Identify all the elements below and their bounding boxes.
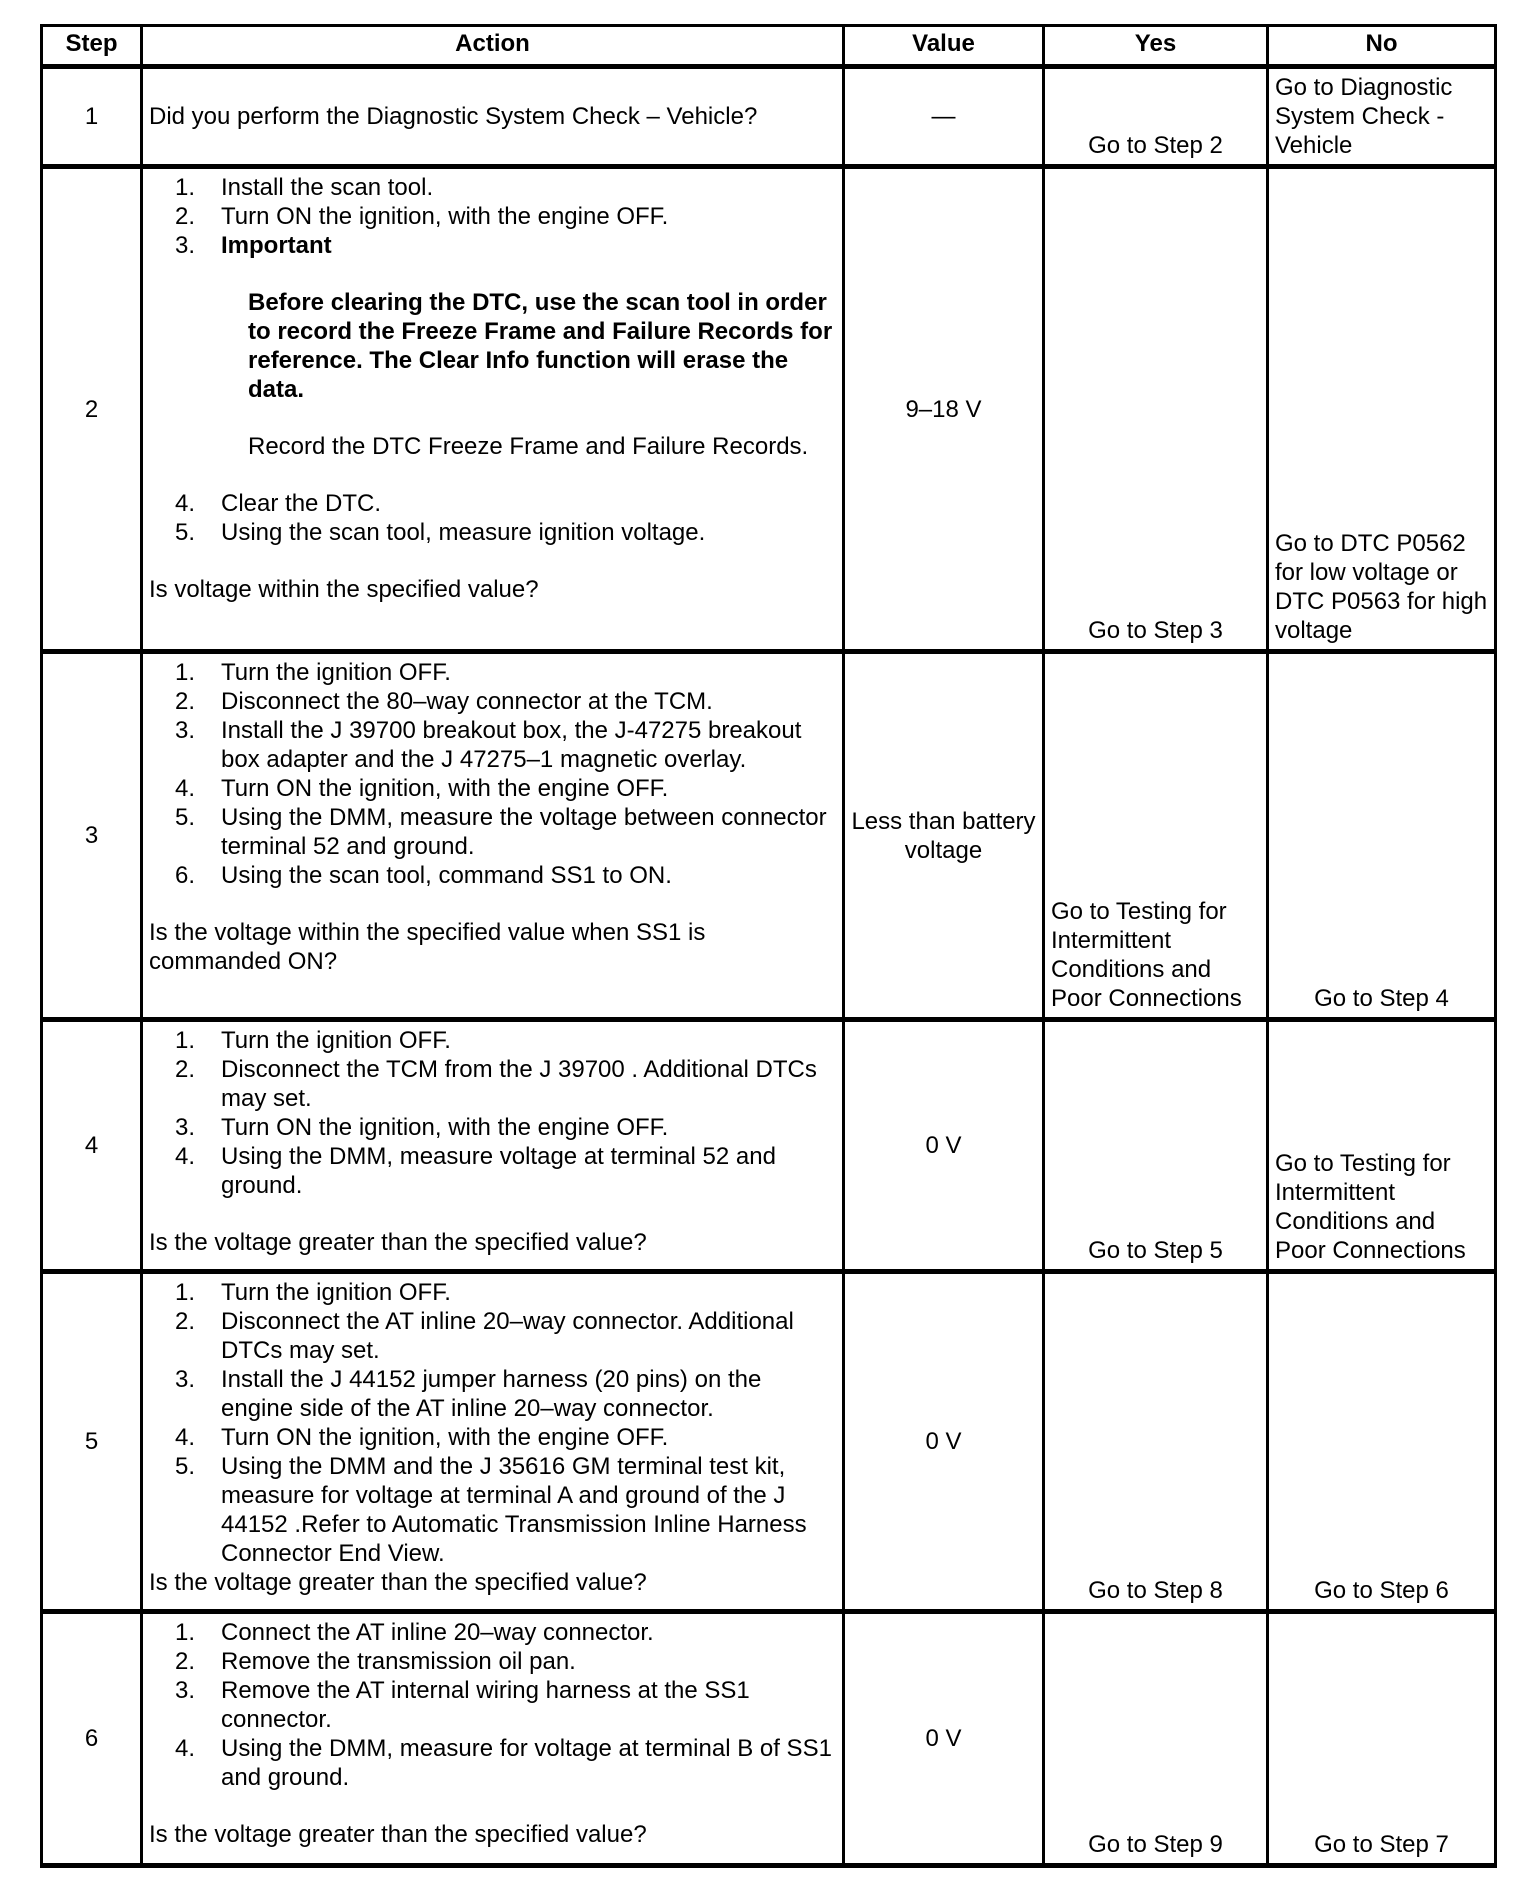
action-cell: [142, 67, 844, 167]
yes-cell: Go to Step 9: [1044, 1612, 1268, 1866]
action-question: Is the voltage greater than the specified value?: [149, 1229, 647, 1256]
list-item-text: Disconnect the TCM from the J 39700 . Additional DTCs may set.: [221, 1056, 817, 1112]
action-list: [149, 1026, 836, 1200]
list-item-text: Turn ON the ignition, with the engine OFF.: [221, 1424, 669, 1451]
action-cell: [142, 1272, 844, 1612]
list-item-number: 1.: [174, 174, 195, 201]
list-item-text: Turn ON the ignition, with the engine OFF.: [221, 1114, 669, 1141]
action-cell: [142, 652, 844, 1020]
step-number: 5: [42, 1272, 142, 1612]
action-cell: [142, 1612, 844, 1866]
list-item-text: Using the DMM, measure voltage at terminal 52 and ground.: [221, 1143, 776, 1199]
list-item-number: 3.: [174, 1114, 195, 1141]
header-value: Value: [844, 26, 1044, 67]
list-item: [149, 1618, 836, 1647]
step-number: 3: [42, 652, 142, 1020]
yes-cell: Go to Step 2: [1044, 67, 1268, 167]
table-row: [42, 67, 1496, 167]
list-item-text: Turn ON the ignition, with the engine OFF.: [221, 203, 669, 230]
value-cell: 9–18 V: [844, 167, 1044, 652]
diagnostic-table: [40, 24, 1497, 1868]
list-item-number: 2.: [174, 688, 195, 715]
action-list: [149, 658, 836, 890]
list-item-number: 4.: [174, 1735, 195, 1762]
list-item: [149, 489, 836, 518]
table-row: [42, 1020, 1496, 1272]
action-question: Is the voltage within the specified value when SS1 is commanded ON?: [149, 919, 706, 975]
yes-cell: Go to Step 5: [1044, 1020, 1268, 1272]
list-item: [149, 173, 836, 202]
action-list: [149, 173, 836, 260]
list-item: [149, 1676, 836, 1734]
list-item-number: 1.: [174, 1619, 195, 1646]
list-item-number: 4.: [174, 490, 195, 517]
list-item: [149, 1307, 836, 1365]
list-item-number: 4.: [174, 1143, 195, 1170]
list-item-number: 3.: [174, 1366, 195, 1393]
list-item-number: 2.: [174, 1308, 195, 1335]
list-item-text: Using the DMM and the J 35616 GM terminal test kit, measure for voltage at terminal A and ground of the J 44152 .Refer to Automatic Transmission Inline Harness Connector End View.: [221, 1453, 807, 1567]
list-item-text: Disconnect the 80–way connector at the TCM.: [221, 688, 713, 715]
no-cell: Go to DTC P0562 for low voltage or DTC P0563 for high voltage: [1268, 167, 1496, 652]
value-cell: 0 V: [844, 1612, 1044, 1866]
no-cell: Go to Step 7: [1268, 1612, 1496, 1866]
list-item: [149, 1026, 836, 1055]
header-no: No: [1268, 26, 1496, 67]
action-question: Is the voltage greater than the specified value?: [149, 1569, 647, 1596]
list-item-text: Remove the AT internal wiring harness at the SS1 connector.: [221, 1677, 750, 1733]
value-cell: —: [844, 67, 1044, 167]
list-item: [149, 658, 836, 687]
table-row: [42, 652, 1496, 1020]
value-cell: 0 V: [844, 1272, 1044, 1612]
list-item: [149, 231, 836, 260]
list-item: [149, 1365, 836, 1423]
list-item: [149, 1142, 836, 1200]
list-item-number: 5.: [174, 1453, 195, 1480]
list-item-number: 2.: [174, 203, 195, 230]
header-action: Action: [142, 26, 844, 67]
list-item: [149, 861, 836, 890]
list-item-text: Turn the ignition OFF.: [221, 1027, 451, 1054]
list-item-number: 4.: [174, 1424, 195, 1451]
header-yes: Yes: [1044, 26, 1268, 67]
list-item: [149, 1278, 836, 1307]
list-item-number: 6.: [174, 862, 195, 889]
list-item-text: Install the J 39700 breakout box, the J-47275 breakout box adapter and the J 47275–1 magnetic overlay.: [221, 717, 802, 773]
list-item: [149, 1734, 836, 1792]
step-number: 6: [42, 1612, 142, 1866]
action-list: [149, 1618, 836, 1792]
list-item: [149, 518, 836, 547]
list-item: [149, 1113, 836, 1142]
record-note: Record the DTC Freeze Frame and Failure Records.: [248, 433, 809, 460]
list-item-text: Install the scan tool.: [221, 174, 434, 201]
list-item-number: 1.: [174, 1279, 195, 1306]
list-item: [149, 716, 836, 774]
list-item-text: Using the scan tool, command SS1 to ON.: [221, 862, 672, 889]
list-item-number: 1.: [174, 1027, 195, 1054]
list-item-number: 3.: [174, 1677, 195, 1704]
list-item-number: 4.: [174, 775, 195, 802]
list-item-text: Turn ON the ignition, with the engine OFF.: [221, 775, 669, 802]
list-item-number: 3.: [174, 232, 195, 259]
no-cell: Go to Diagnostic System Check - Vehicle: [1268, 67, 1496, 167]
no-cell: Go to Step 6: [1268, 1272, 1496, 1612]
table-row: [42, 1612, 1496, 1866]
list-item: [149, 1423, 836, 1452]
list-item-number: 2.: [174, 1648, 195, 1675]
list-item-number: 5.: [174, 804, 195, 831]
list-item: [149, 803, 836, 861]
step-number: 2: [42, 167, 142, 652]
yes-cell: Go to Testing for Intermittent Conditions and Poor Connections: [1044, 652, 1268, 1020]
list-item-text: Install the J 44152 jumper harness (20 pins) on the engine side of the AT inline 20–way connector.: [221, 1366, 762, 1422]
value-cell: Less than battery voltage: [844, 652, 1044, 1020]
list-item-number: 3.: [174, 717, 195, 744]
action-list: [149, 1278, 836, 1568]
list-item-number: 5.: [174, 519, 195, 546]
yes-cell: Go to Step 8: [1044, 1272, 1268, 1612]
list-item-number: 2.: [174, 1056, 195, 1083]
action-question: Did you perform the Diagnostic System Check – Vehicle?: [149, 103, 758, 130]
action-cell: [142, 1020, 844, 1272]
table-row: [42, 1272, 1496, 1612]
list-item: [149, 774, 836, 803]
action-cell: [142, 167, 844, 652]
no-cell: Go to Testing for Intermittent Conditions and Poor Connections: [1268, 1020, 1496, 1272]
step-number: 1: [42, 67, 142, 167]
list-item-text: Using the scan tool, measure ignition voltage.: [221, 519, 706, 546]
value-cell: 0 V: [844, 1020, 1044, 1272]
list-item-text: Clear the DTC.: [221, 490, 382, 517]
header-row: [42, 26, 1496, 67]
list-item: [149, 1055, 836, 1113]
yes-cell: Go to Step 3: [1044, 167, 1268, 652]
step-number: 4: [42, 1020, 142, 1272]
list-item-text: Using the DMM, measure the voltage between connector terminal 52 and ground.: [221, 804, 827, 860]
list-item-number: 1.: [174, 659, 195, 686]
important-note: Before clearing the DTC, use the scan tool in order to record the Freeze Frame and Failure Records for reference. The Clear Info function will erase the data.: [248, 289, 833, 403]
list-item: [149, 202, 836, 231]
list-item-text: Important: [221, 232, 332, 259]
action-question: Is voltage within the specified value?: [149, 576, 539, 603]
list-item-text: Turn the ignition OFF.: [221, 1279, 451, 1306]
action-question: Is the voltage greater than the specified value?: [149, 1821, 647, 1848]
list-item: [149, 687, 836, 716]
list-item: [149, 1647, 836, 1676]
list-item-text: Connect the AT inline 20–way connector.: [221, 1619, 654, 1646]
table-row: [42, 167, 1496, 652]
list-item-text: Using the DMM, measure for voltage at terminal B of SS1 and ground.: [221, 1735, 832, 1791]
action-list: [149, 489, 836, 547]
list-item-text: Turn the ignition OFF.: [221, 659, 451, 686]
no-cell: Go to Step 4: [1268, 652, 1496, 1020]
header-step: Step: [42, 26, 142, 67]
list-item-text: Disconnect the AT inline 20–way connector. Additional DTCs may set.: [221, 1308, 794, 1364]
list-item: [149, 1452, 836, 1568]
list-item-text: Remove the transmission oil pan.: [221, 1648, 576, 1675]
